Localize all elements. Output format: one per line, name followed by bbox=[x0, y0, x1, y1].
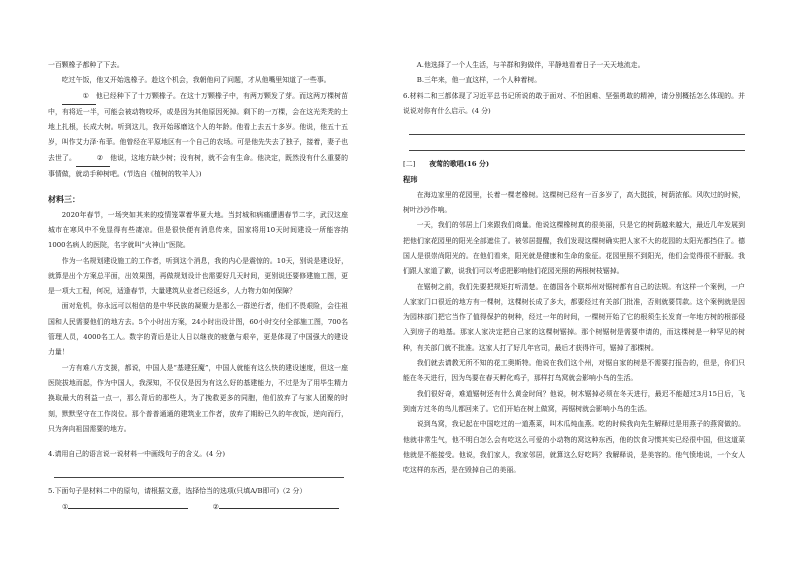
paragraph-intro: 一百颗橡子都种了下去。 bbox=[48, 61, 124, 69]
paragraph-m3-4: 一方有难八方支援，都说，中国人是“基建狂魔”，中国人就能有这么快的建设速度，但这一座医院拔地而起，作为中国人，我深知，不仅仅是因为有这么好的基建能力，不过是为了用毕生精力换取最大的利益一点一，那么背后的那些人，为了挽救更多的同胞，他们放弃了与家人团聚的时刻，默默坚守在工作岗位。那个普普通通的建筑业工作者，放弃了期盼已久的年夜饭，逆向而行，只为奔向祖国需要的地方。 bbox=[48, 363, 348, 433]
option-b: B.三年来，他一直这样，一个人种着树。 bbox=[416, 76, 542, 85]
q5-blanks bbox=[48, 500, 348, 515]
paragraph-r5: 我们很好奇，难道锯树还有什么黄金时间？他说，树木锯掉必须在冬天进行，最迟不能超过3月15日后，飞到南方过冬的鸟儿都回来了。它们开始在树上做窝，再锯树就会影响小鸟的生活。 bbox=[403, 389, 745, 413]
paragraph-r6: 说到鸟窝，我记起在中国吃过的一道燕菜，叫木瓜炖血燕。吃的时候我向先生解释过是用燕子的燕窝做的。他就非常生气，他不明白怎么会有吃这么可爱的小动物的窝这种东西，他的饮食习惯其实已经很中国，但这道菜他就是不能接受。他说，我们家人，我家邻居，就算这么好吃吗？我解释说，是美容的。他气愤地说，一个女人吃这样的东西，是在毁掉自己的美丽。 bbox=[403, 420, 745, 475]
paragraph-acorns-text: 他已经种下了十万颗橡子。在这十万颗橡子中，有两万颗发了芽。而这两万棵树苗中，有将近一半，可能会被动物咬坏，或是因为其他原因死掉。剩下的一万棵，会在这光秃秃的土地上扎根，长成大树。听到这儿，我开始琢磨这个人的年龄。他看上去五十多岁。他说，他五十五岁，叫作艾力泽·布菲。他曾经在平原地区有一个自己的农场。可是他先失去了独子，接着，妻子也去世了。 bbox=[48, 91, 348, 162]
option-a: A.他选择了一个人生活，与羊群和狗做伴，平静地看着日子一天天地流走。 bbox=[416, 61, 645, 69]
left-column bbox=[48, 58, 348, 515]
q5-blank-2[interactable] bbox=[219, 508, 339, 509]
author: 程玮 bbox=[403, 175, 418, 185]
blank-1[interactable]: ① bbox=[62, 89, 96, 105]
question-5: 5.下面句子是材料二中的原句，请根据文意，选择恰当的选项(只填A/B即可)（2 分） bbox=[48, 487, 307, 496]
paragraph-r2: 一天，我们的邻居上门来跟我们商量。他说这棵橡树真的很美丽，只是它的树荫越来越大，最近几年发展到把他们家花园里的阳光全部遮住了。被邻居提醒，我们发现这棵树确实把人家不大的花园的太阳光都挡住了。德国人是很崇尚阳光的。在他们看来，阳光就是健康和生命的象征。花园里照不到阳光，他们会觉得很不舒服。我们跟人家道了歉，说我们可以考虑把影响他们花园光照的两根树枝锯掉。 bbox=[403, 221, 745, 276]
paragraph-acorns bbox=[48, 89, 348, 183]
section-heading bbox=[403, 157, 745, 172]
right-column bbox=[403, 58, 745, 478]
question-6: 6.材料二和三都体现了习近平总书记所说的敢于面对、不怕困难、坚强勇敢的精神，请分别概括怎么体现的。并说说对你有什么启示。(4 分) bbox=[403, 91, 745, 115]
paragraph-acorns-end: 他说，这地方缺少树；没有树，就不会有生命。他决定，既然没有什么重要的事情做，就动手种树吧。(节选自《植树的牧羊人》) bbox=[48, 153, 348, 179]
blank-2[interactable]: ② bbox=[76, 151, 110, 167]
q5-blank-1-label: ① bbox=[62, 502, 69, 511]
paragraph-r3: 在锯树之前，我们先要把规矩打听清楚。在德国各个联邦州对锯树都有自己的法规。有这样一个案例，一户人家家门口很近的地方有一棵树，这棵树长成了多大，都要经过有关部门批准，否则就要罚款。这个案例就是因为园林部门把它当作了值得保护的树种，经过一年的时间，一棵树开始了它的根须生长发育一年地方树的根部侵入到房子的地基。那家人家决定把自己家的这棵树锯掉。那个树锯树是需要申请的，而这棵树是一种罕见的树种，有关部门就不批准。这家人打了好几年官司，最后才获得许可，锯掉了那棵树。 bbox=[403, 282, 745, 352]
q5-blank-2-label: ② bbox=[212, 502, 219, 511]
answer-line-q6-2[interactable] bbox=[409, 135, 745, 151]
q5-blank-1[interactable] bbox=[68, 508, 188, 509]
paragraph-r1: 在海边家里的花园里，长着一棵老橡树。这棵树已经有一百多岁了，高大挺拔，树荫浓郁。风吹过的时候，树叶沙沙作响。 bbox=[403, 190, 745, 215]
material-three-title: 材料三： bbox=[48, 194, 80, 205]
paragraph-lunch: 吃过午饭，他又开始选橡子。趁这个机会，我朝他问了问题，才从他嘴里知道了一些事。 bbox=[61, 76, 331, 85]
paragraph-m3-3: 面对危机，你永远可以相信的是中华民族的凝聚力是那么一群逆行者，他们不畏艰险，会往祖国和人民需要他们的地方去。5个小时出方案，24小时出设计图，60小时交付全部施工图，700名管理人员，4000名工人。数字的背后是让人日以继夜的疲惫与艰辛，更是体现了中国强大的建设力量！ bbox=[48, 302, 348, 357]
paragraph-m3-1: 2020年春节，一场突如其来的疫情笼罩着华夏大地。当封城和病痛遭遇春节二字，武汉这座城市在寒风中不免显得有些凄凉。但是很快便有消息传来，国家将用10天时间建设一所能容纳1000名病人的医院，名字就叫“火神山”医院。 bbox=[48, 210, 348, 250]
answer-line-q4[interactable] bbox=[54, 462, 344, 478]
section-title: 夜莺的歌唱(16 分) bbox=[429, 160, 490, 169]
paragraph-m3-2: 作为一名规划建设施工的工作者，听到这个消息，我的内心是震惊的。10天，别说是建设好，就算是出个方案总平面，出效果图，再做规划设计也需要好几天时间，更别说还要修建施工图，更是一项大工程，何况，适逢春节，大量建筑从业者已经返乡，人力物力如何保障？ bbox=[48, 256, 348, 296]
question-4: 4.请用自己的语言说一说材料一中画线句子的含义。(4 分) bbox=[48, 450, 226, 459]
section-number: [二] bbox=[403, 160, 416, 169]
paragraph-r4: 我们就去请教无所不知的花工奥斯特。他说在我们这个州，对锯自家的树是不需要打报告的，但是，你们只能在冬天进行，因为鸟要在春天孵化鸡子，那样打鸟窝就会影响小鸟的生活。 bbox=[403, 359, 745, 383]
answer-line-q6-1[interactable] bbox=[409, 119, 745, 135]
